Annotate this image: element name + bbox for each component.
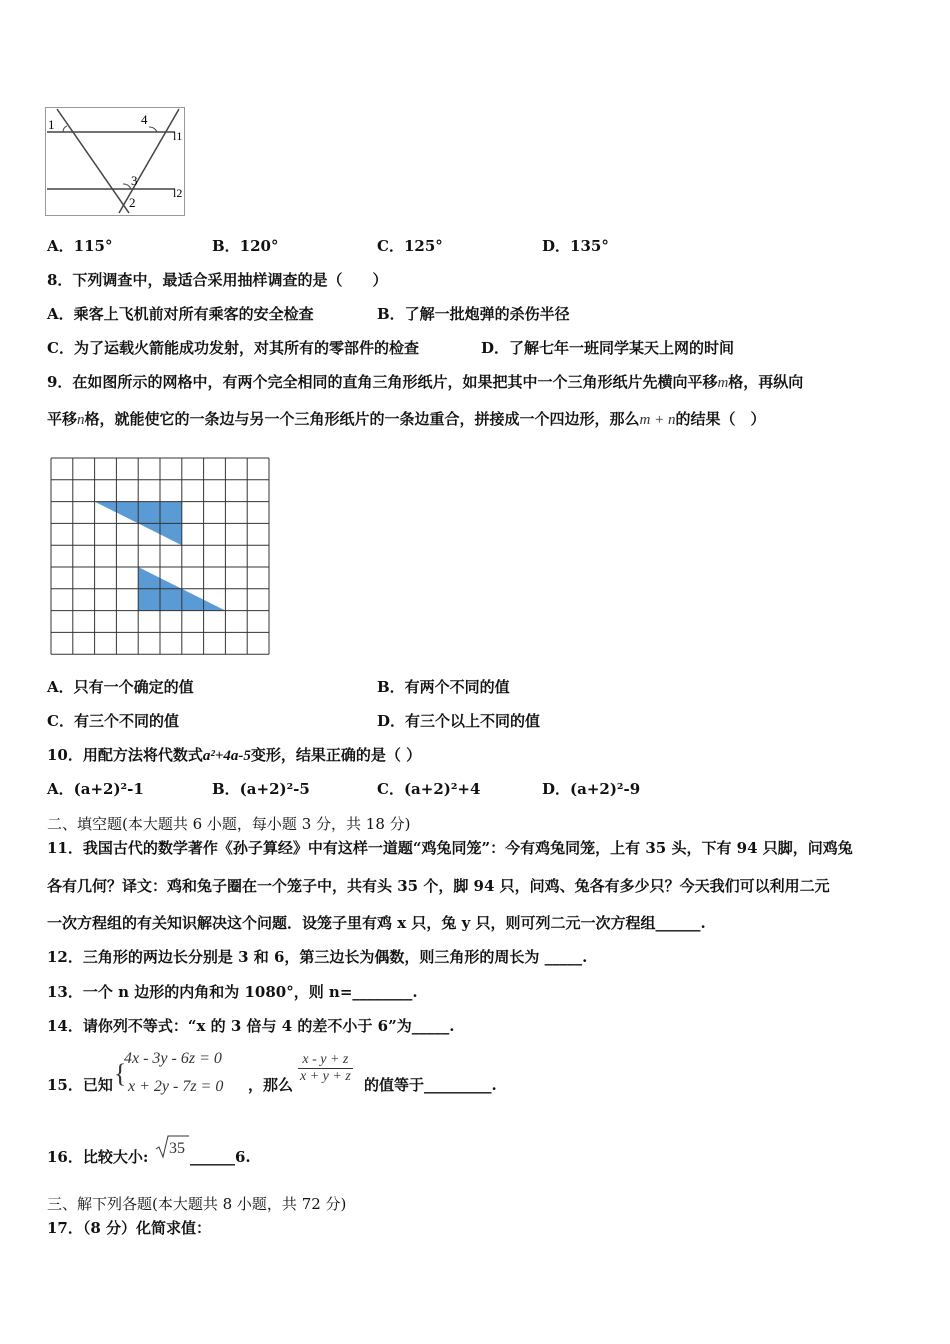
q11-line2: 各有几何？译文：鸡和兔子圈在一个笼子中，共有头 35 个，脚 94 只，问鸡、兔各有多少只？今天我们可以利用二元 [47,877,830,895]
q9-var-m: m [717,375,729,391]
q10-stem-b: 变形，结果正确的是（ ） [250,746,422,764]
q15-denominator: x + y + z [300,1069,351,1084]
q9-stem-2b: 格，就能使它的一条边与另一个三角形纸片的一条边重合，拼接成一个四边形，那么 [84,410,640,428]
q15-eq1: 4x - 3y - 6z = 0 [124,1050,222,1067]
q7-option-a[interactable]: A．115° [47,237,113,255]
q11-line3: 一次方程组的有关知识解决这个问题．设笼子里有鸡 x 只，兔 y 只，则可列二元一次方程组______. [47,914,706,932]
q9-stem-1b: 格，再纵向 [728,373,804,391]
q15-brace: { [114,1059,127,1088]
q9-stem-line1 [47,372,803,393]
q9-expr-mn: m + n [639,412,676,428]
q15-mid: ，那么 [248,1076,294,1094]
label-1: 1 [48,117,55,132]
sqrt-symbol [155,1134,189,1160]
q8-option-b[interactable]: B．了解一批炮弹的杀伤半径 [377,305,570,323]
q16-radicand: 35 [169,1140,185,1157]
q17: 17．（8 分）化简求值： [47,1219,212,1237]
q15-fraction [298,1052,353,1085]
q16-suffix: ______6. [190,1148,251,1166]
label-4: 4 [141,112,148,127]
q7-option-b[interactable]: B．120° [212,237,279,255]
section-3-heading: 三、解下列各题(本大题共 8 小题，共 72 分) [47,1195,347,1213]
q9-var-n: n [77,412,85,428]
q10-expression: a²+4a-5 [202,748,251,764]
triangle-grid [50,457,272,655]
q8-option-c[interactable]: C．为了运载火箭能成功发射，对其所有的零部件的检查 [47,339,419,357]
q10-option-c[interactable]: C．(a+2)²+4 [377,780,481,798]
q8-option-d[interactable]: D．了解七年一班同学某天上网的时间 [481,339,735,357]
q16-prefix: 16．比较大小: [47,1148,149,1166]
q10-stem [47,745,421,766]
q9-option-a[interactable]: A．只有一个确定的值 [47,678,194,696]
q9-stem-1a: 9．在如图所示的网格中，有两个完全相同的直角三角形纸片，如果把其中一个三角形纸片先横向平移 [47,373,718,391]
q9-stem-2a: 平移 [47,410,78,428]
q13: 13．一个 n 边形的内角和为 1080°，则 n=________. [47,983,418,1001]
q7-option-d[interactable]: D．135° [542,237,609,255]
q9-stem-2c: 的结果（ ） [675,410,766,428]
q8-stem: 8．下列调查中，最适合采用抽样调查的是（ ） [47,271,388,289]
label-2: 2 [129,195,136,210]
q15-numerator: x - y + z [298,1052,353,1069]
label-l1: l1 [173,129,183,143]
q14: 14．请你列不等式：“x 的 3 倍与 4 的差不小于 6”为_____. [47,1017,455,1035]
section-2-heading: 二、填空题(本大题共 6 小题，每小题 3 分，共 18 分) [47,815,411,833]
q9-option-b[interactable]: B．有两个不同的值 [377,678,510,696]
label-l2: l2 [173,186,183,200]
q12: 12．三角形的两边长分别是 3 和 6，第三边长为偶数，则三角形的周长为 _____. [47,948,588,966]
q10-option-b[interactable]: B．(a+2)²-5 [212,780,310,798]
q9-stem-line2 [47,409,766,430]
q10-option-d[interactable]: D．(a+2)²-9 [542,780,641,798]
q10-stem-a: 10．用配方法将代数式 [47,746,203,764]
q15-prefix: 15．已知 [47,1076,113,1094]
q7-option-c[interactable]: C．125° [377,237,443,255]
label-3: 3 [131,173,138,188]
q15-eq2: x + 2y - 7z = 0 [128,1078,224,1095]
q15-suffix: 的值等于_________. [364,1076,497,1094]
angle-figure [45,107,187,217]
q8-option-a[interactable]: A．乘客上飞机前对所有乘客的安全检查 [47,305,314,323]
q10-option-a[interactable]: A．(a+2)²-1 [47,780,144,798]
q9-option-d[interactable]: D．有三个以上不同的值 [377,712,541,730]
q9-option-c[interactable]: C．有三个不同的值 [47,712,179,730]
q11-line1: 11．我国古代的数学著作《孙子算经》中有这样一道题“鸡兔同笼”：今有鸡兔同笼，上有 35 头，下有 94 只脚，问鸡兔 [47,839,853,857]
